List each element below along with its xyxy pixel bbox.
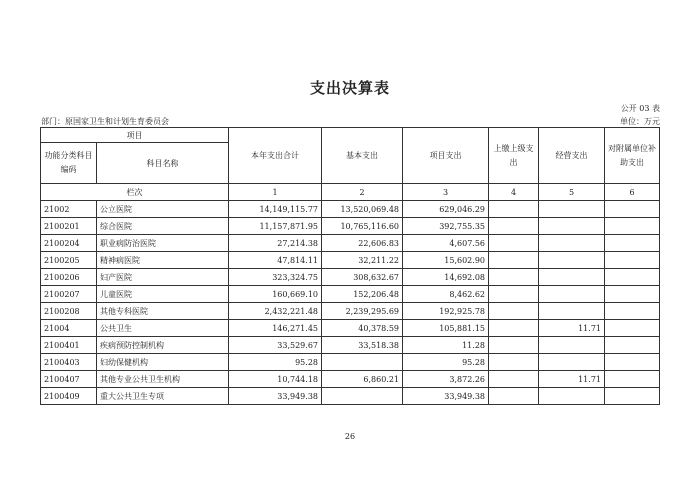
cell-code: 2100201 (41, 218, 97, 235)
cell-basic (322, 354, 403, 371)
cell-subsidy (605, 303, 660, 320)
column-number-row (41, 184, 660, 201)
cell-total: 14,149,115.77 (229, 201, 322, 218)
header-item-group: 项目 (41, 128, 229, 143)
cell-name: 职业病防治医院 (97, 235, 229, 252)
table-row (41, 286, 660, 303)
cell-total: 47,814.11 (229, 252, 322, 269)
cell-upper (489, 218, 539, 235)
cell-subsidy (605, 371, 660, 388)
cell-total: 33,949.38 (229, 388, 322, 405)
cell-operating: 11.71 (539, 371, 605, 388)
cell-upper (489, 201, 539, 218)
cell-total: 10,744.18 (229, 371, 322, 388)
cell-upper (489, 252, 539, 269)
cell-project: 95.28 (403, 354, 489, 371)
unit-label: 单位：万元 (620, 117, 660, 126)
department-label: 部门：原国家卫生和计划生育委员会 (41, 117, 169, 126)
cell-total: 95.28 (229, 354, 322, 371)
cell-basic: 40,378.59 (322, 320, 403, 337)
cell-subsidy (605, 218, 660, 235)
table-row (41, 218, 660, 235)
cell-project: 105,881.15 (403, 320, 489, 337)
cell-name: 其他专科医院 (97, 303, 229, 320)
cell-total: 33,529.67 (229, 337, 322, 354)
cell-project: 192,925.78 (403, 303, 489, 320)
header-operating: 经营支出 (539, 128, 605, 184)
cell-basic: 2,239,295.69 (322, 303, 403, 320)
form-number: 公开 03 表 (620, 104, 660, 113)
cell-total: 146,271.45 (229, 320, 322, 337)
cell-total: 11,157,871.95 (229, 218, 322, 235)
cell-project: 11.28 (403, 337, 489, 354)
cell-name: 公共卫生 (97, 320, 229, 337)
table-row (41, 303, 660, 320)
cell-name: 公立医院 (97, 201, 229, 218)
cell-upper (489, 388, 539, 405)
header-total: 本年支出合计 (229, 128, 322, 184)
cell-code: 2100403 (41, 354, 97, 371)
cell-total: 160,669.10 (229, 286, 322, 303)
cell-upper (489, 303, 539, 320)
cell-basic: 13,520,069.48 (322, 201, 403, 218)
expenditure-table (40, 127, 660, 405)
cell-upper (489, 269, 539, 286)
cell-name: 重大公共卫生专项 (97, 388, 229, 405)
cell-basic: 22,606.83 (322, 235, 403, 252)
cell-total: 323,324.75 (229, 269, 322, 286)
cell-project: 14,692.08 (403, 269, 489, 286)
table-row (41, 252, 660, 269)
cell-basic: 308,632.67 (322, 269, 403, 286)
col-num-6: 6 (605, 184, 660, 201)
row-label: 栏次 (41, 184, 229, 201)
cell-project: 629,046.29 (403, 201, 489, 218)
header-project: 项目支出 (403, 128, 489, 184)
cell-basic: 6,860.21 (322, 371, 403, 388)
table-row (41, 320, 660, 337)
cell-operating (539, 337, 605, 354)
cell-upper (489, 235, 539, 252)
cell-operating (539, 388, 605, 405)
col-num-3: 3 (403, 184, 489, 201)
table-row (41, 269, 660, 286)
cell-operating (539, 269, 605, 286)
cell-name: 精神病医院 (97, 252, 229, 269)
cell-subsidy (605, 388, 660, 405)
cell-name: 妇产医院 (97, 269, 229, 286)
cell-basic: 10,765,116.60 (322, 218, 403, 235)
col-num-5: 5 (539, 184, 605, 201)
col-num-1: 1 (229, 184, 322, 201)
cell-code: 2100401 (41, 337, 97, 354)
cell-project: 3,872.26 (403, 371, 489, 388)
cell-code: 21004 (41, 320, 97, 337)
cell-subsidy (605, 252, 660, 269)
cell-operating (539, 201, 605, 218)
cell-upper (489, 337, 539, 354)
cell-total: 2,432,221.48 (229, 303, 322, 320)
header-row-1 (41, 128, 660, 143)
cell-subsidy (605, 320, 660, 337)
cell-name: 妇幼保健机构 (97, 354, 229, 371)
cell-code: 2100208 (41, 303, 97, 320)
cell-operating (539, 303, 605, 320)
cell-code: 2100409 (41, 388, 97, 405)
cell-subsidy (605, 337, 660, 354)
table-row (41, 371, 660, 388)
cell-code: 2100207 (41, 286, 97, 303)
cell-total: 27,214.38 (229, 235, 322, 252)
cell-code: 2100206 (41, 269, 97, 286)
cell-operating (539, 235, 605, 252)
cell-project: 33,949.38 (403, 388, 489, 405)
cell-basic: 33,518.38 (322, 337, 403, 354)
page-number: 26 (344, 432, 356, 441)
page-title: 支出决算表 (309, 79, 390, 97)
cell-name: 儿童医院 (97, 286, 229, 303)
cell-subsidy (605, 354, 660, 371)
table-row (41, 201, 660, 218)
cell-subsidy (605, 269, 660, 286)
header-basic: 基本支出 (322, 128, 403, 184)
table-row (41, 354, 660, 371)
cell-upper (489, 371, 539, 388)
cell-name: 综合医院 (97, 218, 229, 235)
table-row (41, 337, 660, 354)
cell-subsidy (605, 286, 660, 303)
cell-operating (539, 286, 605, 303)
cell-name: 疾病预防控制机构 (97, 337, 229, 354)
header-upper: 上缴上级支出 (489, 128, 539, 184)
cell-basic (322, 388, 403, 405)
header-subsidy: 对附属单位补助支出 (605, 128, 660, 184)
cell-operating (539, 354, 605, 371)
cell-project: 392,755.35 (403, 218, 489, 235)
table-row (41, 235, 660, 252)
header-subject-name: 科目名称 (97, 143, 229, 184)
cell-project: 4,607.56 (403, 235, 489, 252)
cell-operating (539, 218, 605, 235)
cell-code: 2100204 (41, 235, 97, 252)
cell-code: 21002 (41, 201, 97, 218)
cell-upper (489, 354, 539, 371)
col-num-2: 2 (322, 184, 403, 201)
cell-basic: 152,206.48 (322, 286, 403, 303)
cell-code: 2100407 (41, 371, 97, 388)
cell-subsidy (605, 201, 660, 218)
header-func-code: 功能分类科目编码 (41, 143, 97, 184)
table-row (41, 388, 660, 405)
cell-upper (489, 286, 539, 303)
cell-project: 8,462.62 (403, 286, 489, 303)
cell-subsidy (605, 235, 660, 252)
cell-code: 2100205 (41, 252, 97, 269)
cell-basic: 32,211.22 (322, 252, 403, 269)
cell-operating (539, 252, 605, 269)
cell-upper (489, 320, 539, 337)
col-num-4: 4 (489, 184, 539, 201)
cell-project: 15,602.90 (403, 252, 489, 269)
cell-name: 其他专业公共卫生机构 (97, 371, 229, 388)
cell-operating: 11.71 (539, 320, 605, 337)
